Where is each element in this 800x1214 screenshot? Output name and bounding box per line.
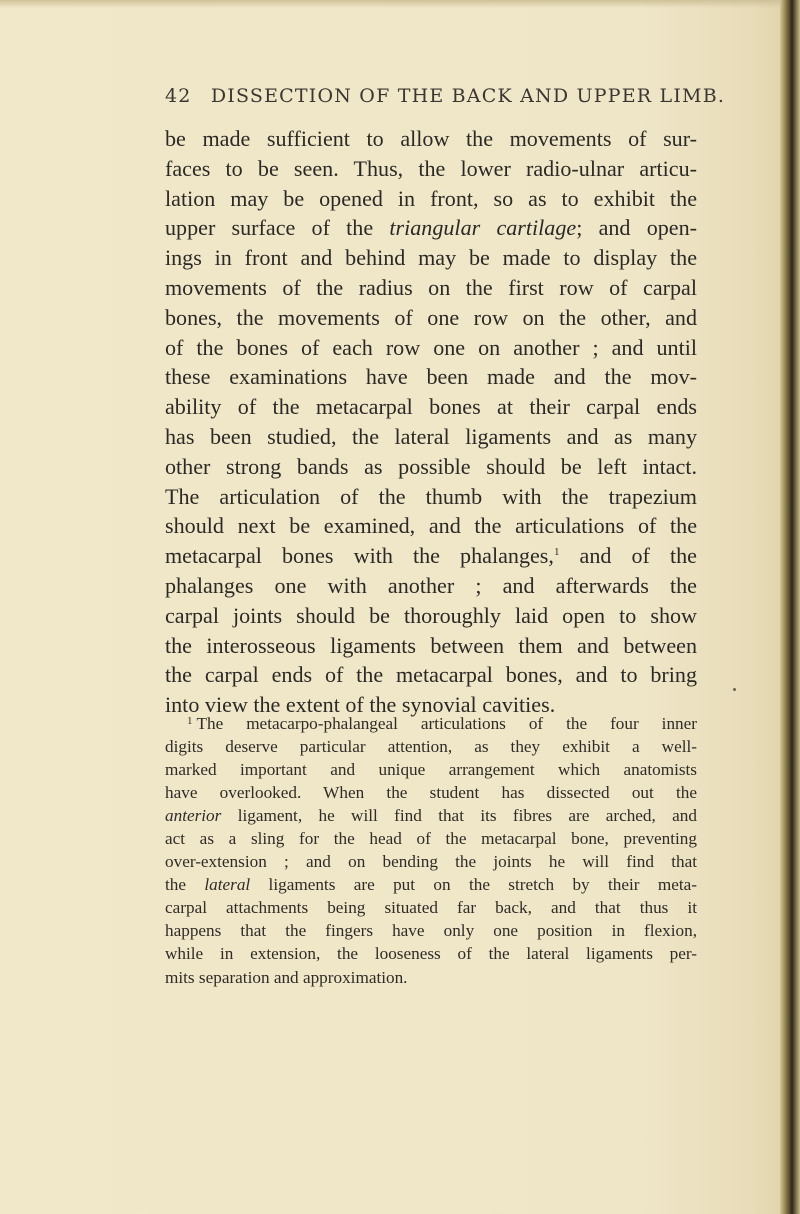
italic-term-anterior: anterior: [165, 806, 222, 826]
page-top-shadow: [0, 0, 800, 8]
body-line: these examinations have been made and the mov-: [165, 364, 697, 390]
footnote-line: carpal attachments being situated far back, and that thus it: [165, 898, 697, 918]
footnote-line: mits separation and approximation.: [165, 967, 408, 987]
footnote-reference: 1: [553, 546, 560, 559]
running-header: [165, 87, 725, 106]
running-title: DISSECTION OF THE BACK AND UPPER LIMB.: [210, 85, 726, 107]
body-line: lation may be opened in front, so as to exhibit the: [165, 185, 697, 211]
body-line: ability of the metacarpal bones at their carpal ends: [165, 394, 697, 420]
page-binding-edge: [780, 0, 800, 1214]
footnote-line: digits deserve particular attention, as they exhibit a well-: [165, 737, 697, 757]
italic-term-lateral: lateral: [204, 875, 251, 895]
footnote-line: while in extension, the looseness of the lateral ligaments per-: [165, 944, 697, 964]
body-line: phalanges one with another ; and afterwards the: [165, 572, 697, 598]
body-paragraph: [165, 124, 697, 720]
body-line: should next be examined, and the articulations of the: [165, 513, 697, 539]
body-line: be made sufficient to allow the movements of sur-: [165, 126, 697, 151]
body-line: the carpal ends of the metacarpal bones, and to bring: [165, 662, 697, 688]
paper-speck: [733, 688, 736, 691]
footnote-line: act as a sling for the head of the metacarpal bone, preventing: [165, 829, 697, 849]
body-line: has been studied, the lateral ligaments and as many: [165, 423, 697, 449]
body-line: faces to be seen. Thus, the lower radio-ulnar articu-: [165, 155, 697, 181]
italic-term-triangular-cartilage: triangular cartilage: [389, 215, 577, 241]
body-line: metacarpal bones with the phalanges,$^1$ and of the: [165, 543, 697, 569]
footnote-line: happens that the fingers have only one position in flexion,: [165, 921, 697, 941]
footnote-line: anterior ligament, he will find that its fibres are arched, and: [165, 806, 697, 826]
body-line: upper surface of the triangular cartilage; and open-: [165, 215, 698, 241]
body-line: carpal joints should be thoroughly laid open to show: [165, 602, 697, 628]
page-number: 42: [165, 85, 192, 107]
footnote-line: over-extension ; and on bending the joints he will find that: [165, 852, 697, 872]
body-line: movements of the radius on the first row of carpal: [165, 274, 697, 300]
footnote-line: marked important and unique arrangement which anatomists: [165, 760, 697, 780]
body-line: bones, the movements of one row on the other, and: [165, 304, 697, 330]
body-line: of the bones of each row one on another ; and until: [165, 334, 697, 360]
body-line: the interosseous ligaments between them and between: [165, 632, 697, 658]
footnote: [165, 712, 697, 989]
body-line: other strong bands as possible should be left intact.: [165, 453, 697, 479]
footnote-line: the lateral ligaments are put on the stretch by their meta-: [165, 875, 697, 895]
footnote-line: $^1$ The metacarpo-phalangeal articulations of the four inner: [187, 714, 697, 733]
footnote-marker: 1: [187, 715, 193, 727]
body-line: into view the extent of the synovial cavities.: [165, 692, 556, 718]
footnote-line: have overlooked. When the student has dissected out the: [165, 783, 697, 803]
body-line: The articulation of the thumb with the trapezium: [165, 483, 697, 509]
body-line: ings in front and behind may be made to display the: [165, 245, 697, 271]
